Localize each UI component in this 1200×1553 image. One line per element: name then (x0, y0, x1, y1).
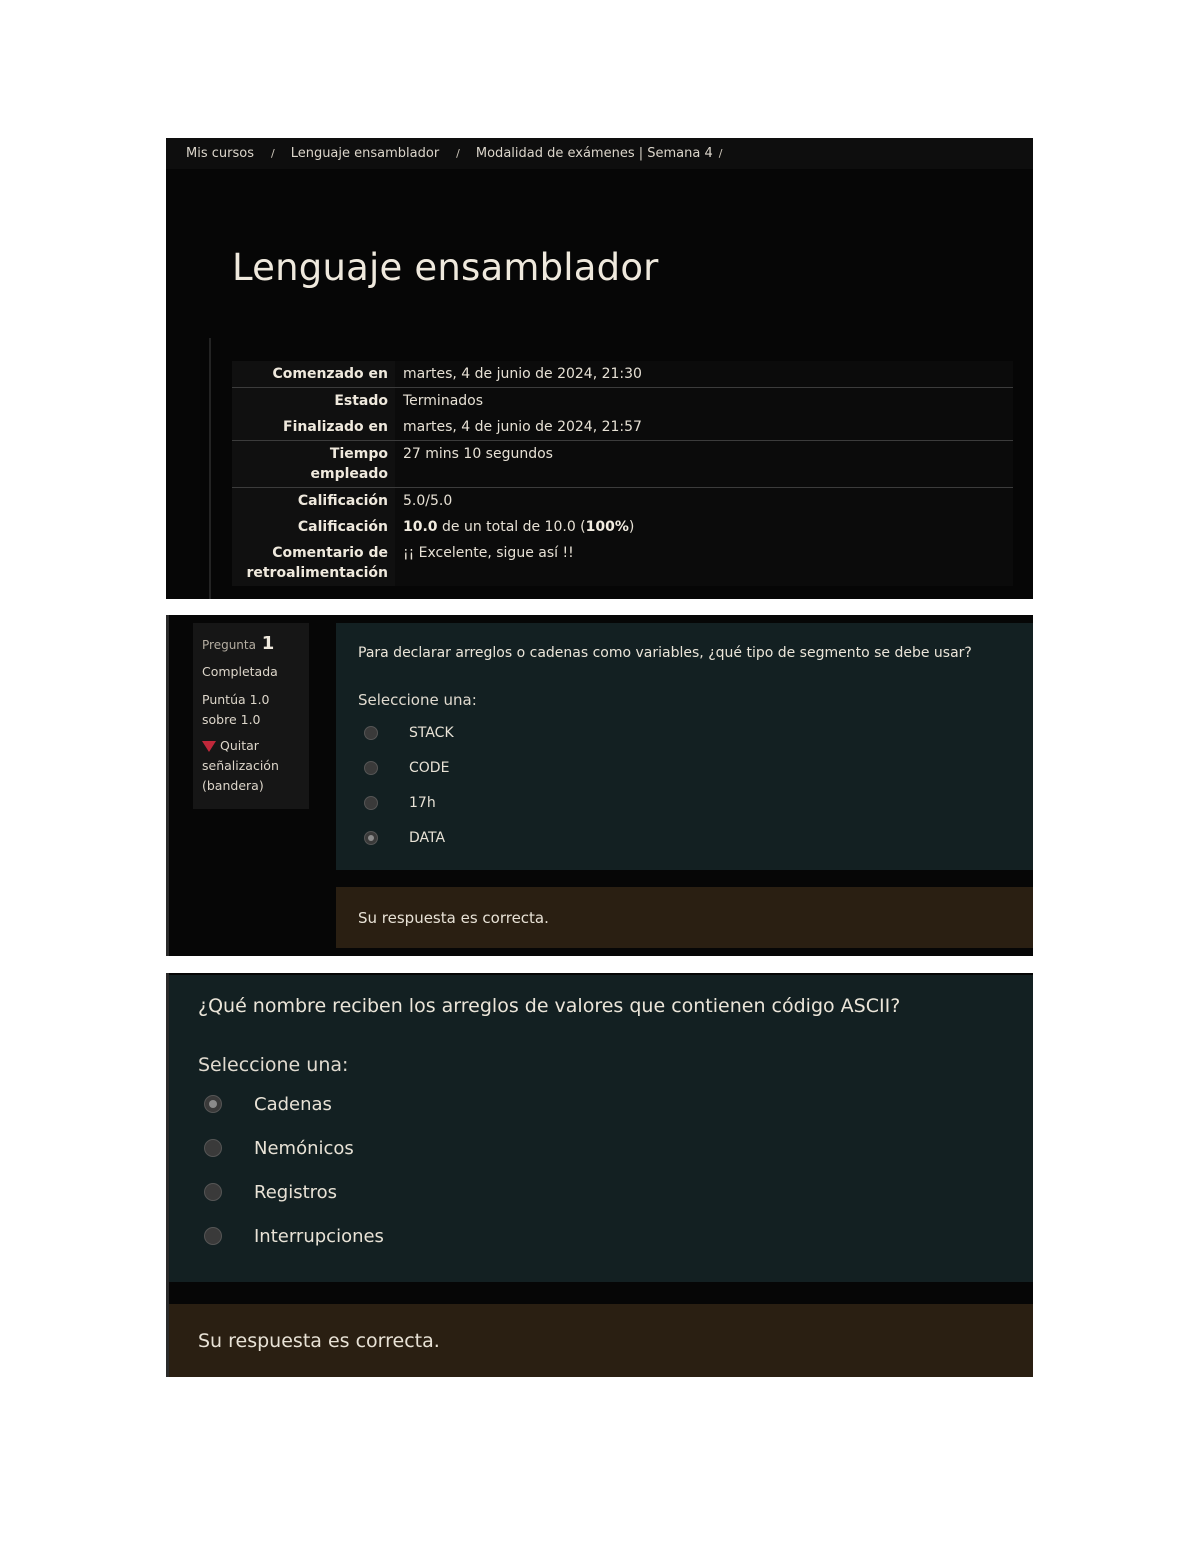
answer-option-label[interactable]: DATA (409, 829, 446, 846)
summary-value: martes, 4 de junio de 2024, 21:30 (395, 361, 1013, 388)
question-score (202, 690, 300, 730)
answer-option-selected[interactable] (198, 1082, 1033, 1126)
content-divider (209, 338, 211, 599)
radio-button[interactable] (204, 1227, 222, 1245)
question-info-panel (193, 623, 309, 809)
summary-value: 27 mins 10 segundos (395, 441, 1013, 488)
radio-button-selected[interactable] (204, 1095, 222, 1113)
summary-label-line: retroalimentación (246, 565, 388, 581)
quiz-summary-screenshot (166, 138, 1033, 599)
summary-label-line: Comentario de (272, 545, 388, 561)
radio-button[interactable] (364, 726, 378, 740)
answer-option[interactable] (198, 1170, 1033, 1214)
summary-value (395, 514, 1013, 540)
summary-row-feedback (232, 540, 1013, 586)
question-number (202, 633, 300, 654)
summary-row-state (232, 388, 1013, 415)
answer-option-selected[interactable] (358, 820, 1033, 855)
question-2-screenshot (166, 973, 1033, 1377)
breadcrumb-separator: / (270, 147, 275, 160)
grade-end: ) (628, 519, 635, 535)
question-state: Completada (202, 664, 278, 679)
summary-row-grade (232, 514, 1013, 540)
flag-text-line[interactable]: señalización (202, 758, 279, 773)
question-number-value: 1 (261, 633, 275, 654)
page-title: Lenguaje ensamblador (232, 246, 659, 289)
score-line: sobre 1.0 (202, 712, 261, 727)
radio-button[interactable] (204, 1139, 222, 1157)
answer-option[interactable] (358, 785, 1033, 820)
summary-value: 5.0/5.0 (395, 488, 1013, 515)
score-line: Puntúa 1.0 (202, 692, 270, 707)
radio-button[interactable] (364, 796, 378, 810)
feedback-message: Su respuesta es correcta. (169, 1304, 1033, 1377)
radio-button-selected[interactable] (364, 831, 378, 845)
breadcrumb-separator: / (718, 147, 723, 160)
summary-value: Terminados (395, 388, 1013, 415)
flag-icon[interactable] (202, 741, 216, 752)
breadcrumb-link-course[interactable]: Lenguaje ensamblador (290, 146, 440, 161)
summary-label: Finalizado en (232, 414, 395, 441)
summary-label: Calificación (232, 488, 395, 515)
answer-prompt: Seleccione una: (358, 691, 477, 709)
summary-label: Estado (232, 388, 395, 415)
grade-percent: 100% (585, 519, 629, 535)
question-content (169, 975, 1033, 1282)
attempt-summary-table (232, 361, 1013, 586)
answer-option-label[interactable]: CODE (409, 759, 450, 776)
remove-flag-link[interactable] (202, 736, 300, 796)
question-1-screenshot (166, 615, 1033, 956)
answer-option[interactable] (358, 750, 1033, 785)
summary-label-line: empleado (310, 466, 388, 482)
answer-option-label[interactable]: Cadenas (254, 1093, 332, 1115)
grade-middle: de un total de 10.0 ( (437, 519, 586, 535)
answer-option-label[interactable]: Registros (254, 1181, 338, 1203)
summary-row-time (232, 441, 1013, 488)
radio-button[interactable] (364, 761, 378, 775)
summary-label (232, 540, 395, 586)
radio-button[interactable] (204, 1183, 222, 1201)
answer-option[interactable] (198, 1214, 1033, 1258)
answer-option-label[interactable]: STACK (409, 724, 454, 741)
breadcrumb (166, 138, 1033, 169)
summary-value: ¡¡ Excelente, sigue así !! (395, 540, 1013, 586)
answer-option[interactable] (198, 1126, 1033, 1170)
summary-row-marks (232, 488, 1013, 515)
feedback-message: Su respuesta es correcta. (336, 887, 1033, 948)
answer-option-label[interactable]: 17h (409, 794, 436, 811)
question-content (336, 623, 1033, 870)
summary-label (232, 441, 395, 488)
summary-label-line: Tiempo (329, 446, 388, 462)
summary-label: Comenzado en (232, 361, 395, 388)
summary-row-started (232, 361, 1013, 388)
answer-prompt: Seleccione una: (198, 1054, 349, 1076)
question-text: Para declarar arreglos o cadenas como variables, ¿qué tipo de segmento se debe usar? (358, 645, 972, 661)
summary-label: Calificación (232, 514, 395, 540)
answer-option[interactable] (358, 715, 1033, 750)
flag-text-line[interactable]: Quitar (220, 738, 259, 753)
grade-score: 10.0 (403, 519, 438, 535)
breadcrumb-link-mis-cursos[interactable]: Mis cursos (186, 146, 254, 161)
summary-value: martes, 4 de junio de 2024, 21:57 (395, 414, 1013, 441)
breadcrumb-link-section[interactable]: Modalidad de exámenes | Semana 4 (475, 146, 713, 161)
question-text: ¿Qué nombre reciben los arreglos de valores que contienen código ASCII? (198, 995, 901, 1017)
answer-option-label[interactable]: Nemónicos (254, 1137, 354, 1159)
flag-text-line[interactable]: (bandera) (202, 778, 264, 793)
breadcrumb-separator: / (456, 147, 460, 160)
answer-option-label[interactable]: Interrupciones (254, 1225, 384, 1247)
summary-row-finished (232, 414, 1013, 441)
question-number-label: Pregunta (202, 638, 256, 652)
